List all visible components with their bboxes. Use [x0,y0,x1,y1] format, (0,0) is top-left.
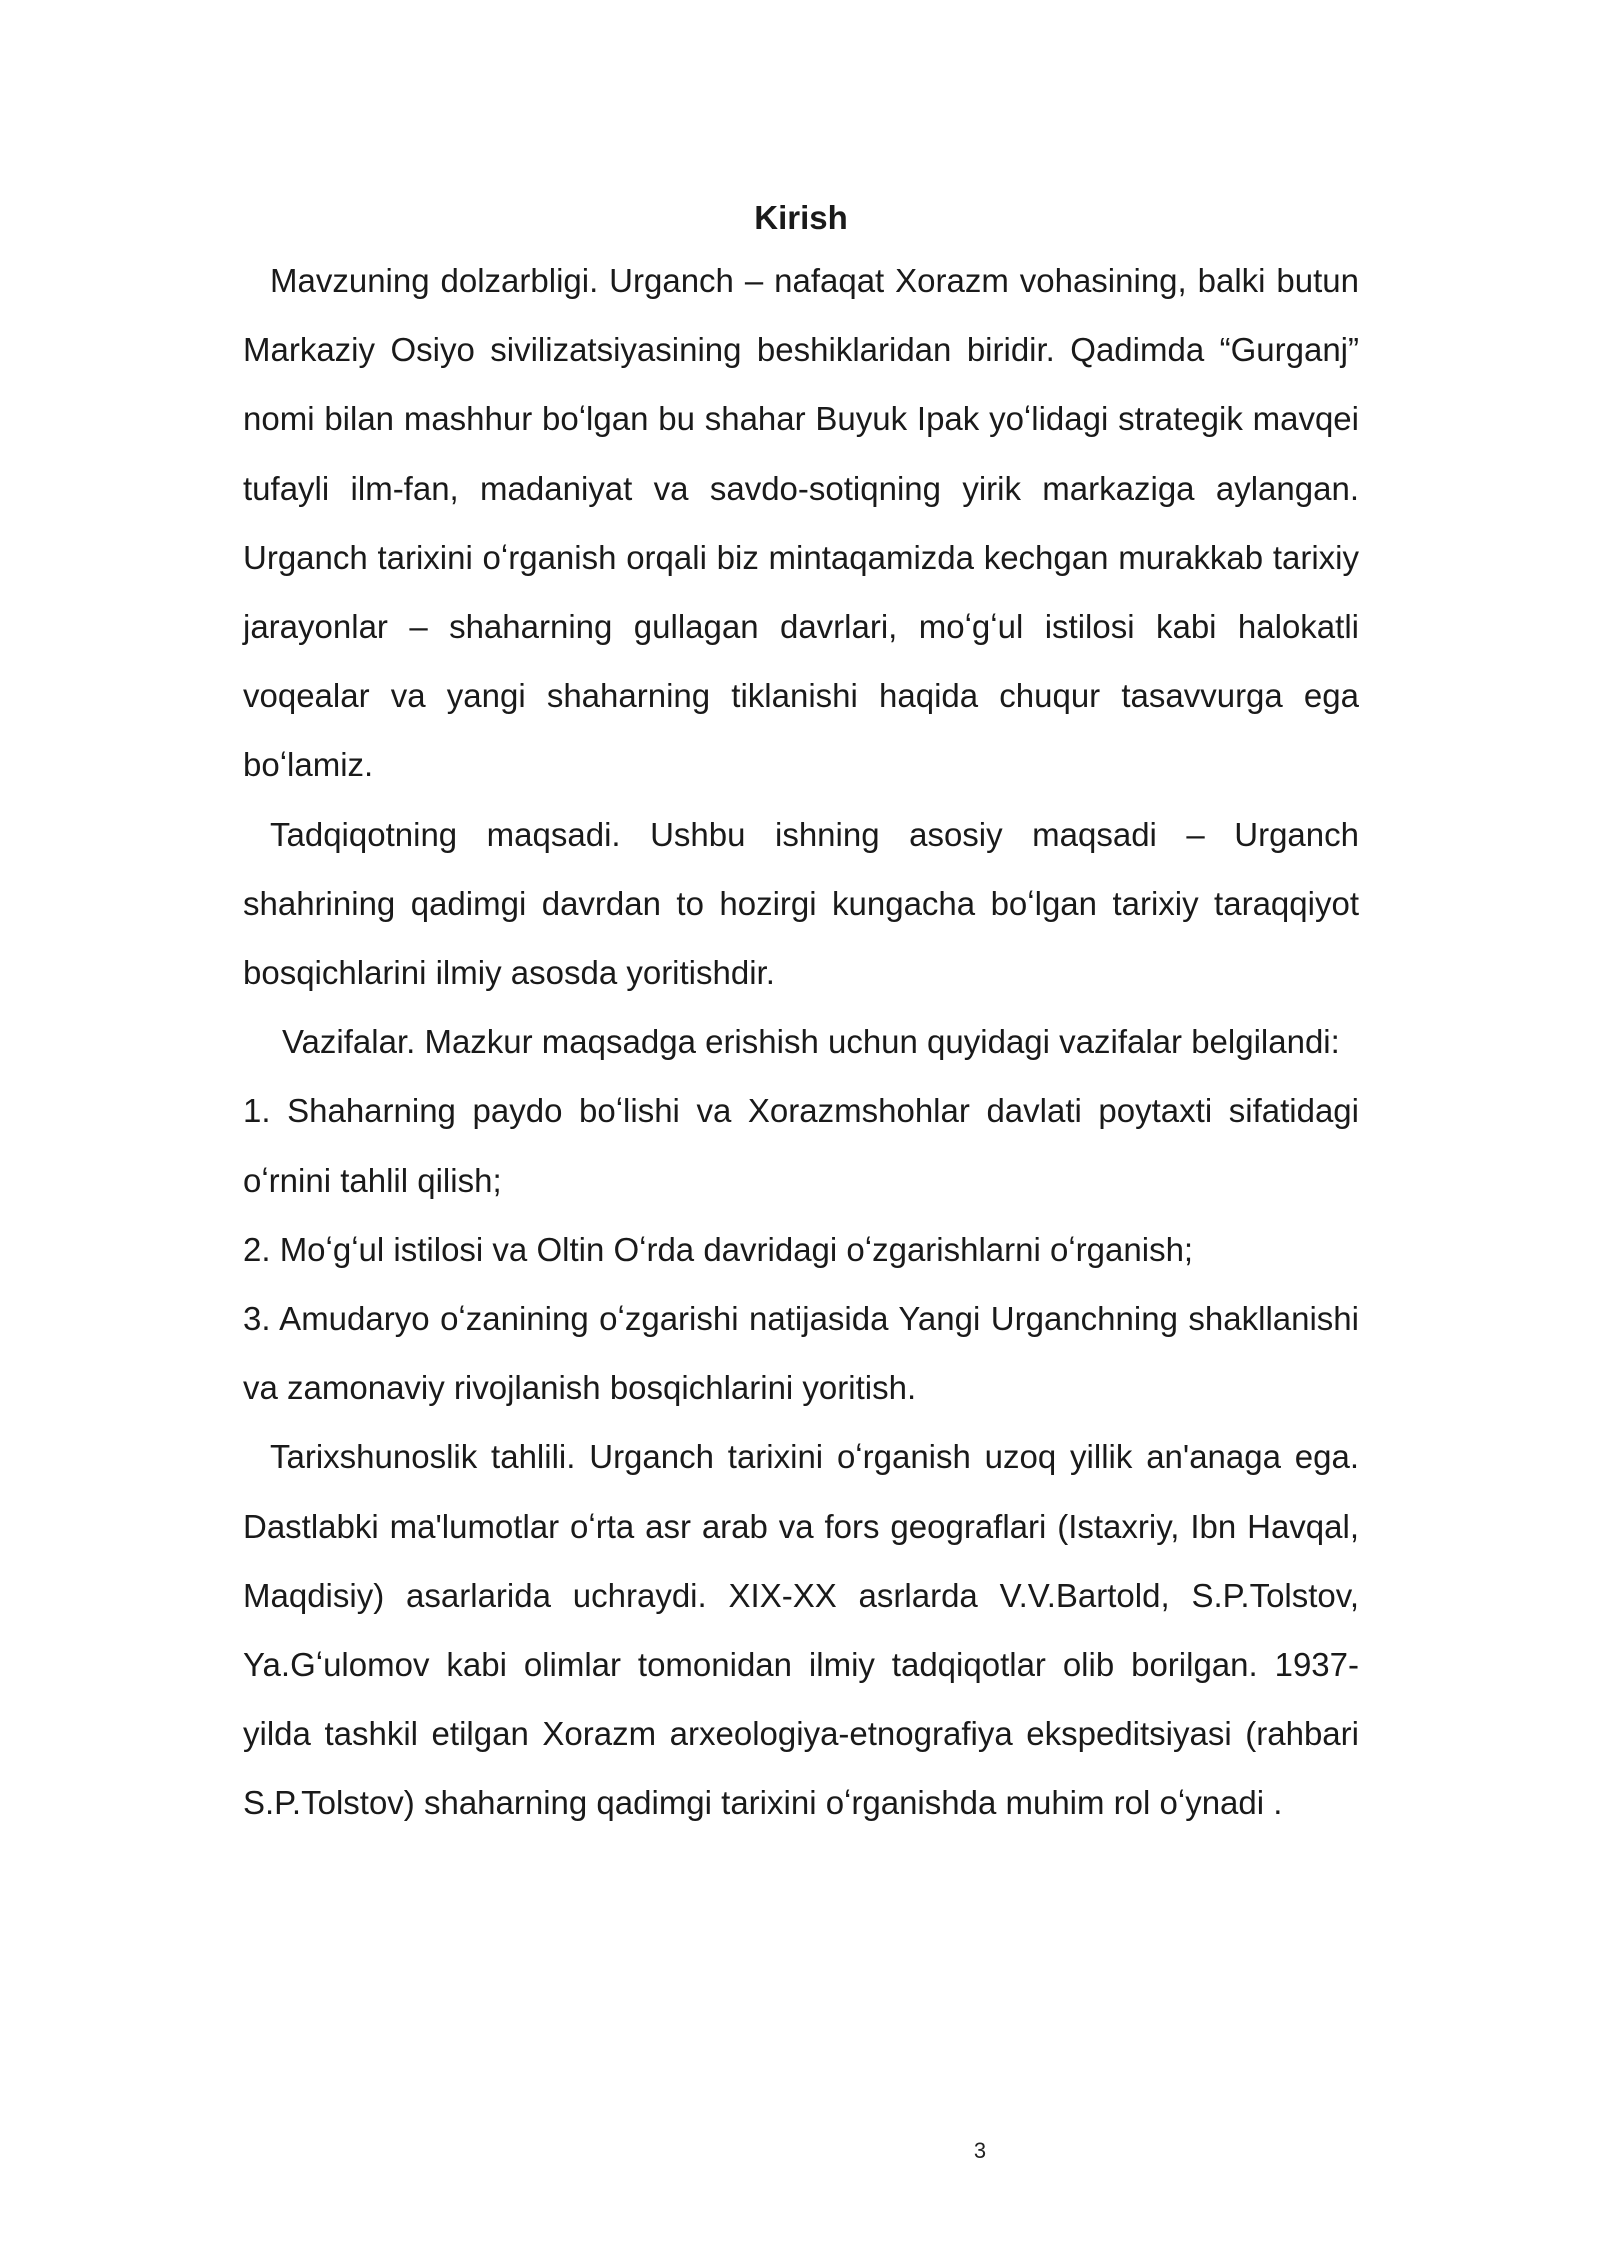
paragraph-relevance: Mavzuning dolzarbligi. Urganch – nafaqat Xorazm vohasining, balki butun Markaziy Osiyo sivilizatsiyasining beshiklaridan biridir. Qadimda “Gurganj” nomi bilan mashhur boʻlgan bu shahar Buyuk Ipak yoʻlidagi strategik mavqei tufayli ilm-fan, madaniyat va savdo-sotiqning yirik markaziga aylangan. Urganch tarixini oʻrganish orqali biz mintaqamizda kechgan murakkab tarixiy jarayonlar – shaharning gullagan davrlari, moʻgʻul istilosi kabi halokatli voqealar va yangi shaharning tiklanishi haqida chuqur tasavvurga ega boʻlamiz. [243,262,1359,784]
paragraph-tasks: Vazifalar. Mazkur maqsadga erishish uchun quyidagi vazifalar belgilandi: [282,1023,1340,1061]
section-title: Kirish [754,199,848,236]
paragraph-goal: Tadqiqotning maqsadi. Ushbu ishning asosiy maqsadi – Urganch shahrining qadimgi davrdan to hozirgi kungacha boʻlgan tarixiy taraqqiyot bosqichlarini ilmiy asosda yoritishdir. [243,815,1359,992]
page-content [243,190,1359,1838]
list-item-task-1: 1. Shaharning paydo boʻlishi va Xorazmshohlar davlati poytaxti sifatidagi oʻrnini tahlil qilish; [243,1092,1359,1199]
list-item-task-2: 2. Moʻgʻul istilosi va Oltin Oʻrda davridagi oʻzgarishlarni oʻrganish; [243,1230,1194,1268]
page-number: 3 [973,2138,987,2163]
paragraph-historiography: Tarixshunoslik tahlili. Urganch tarixini oʻrganish uzoq yillik an'anaga ega. Dastlabki ma'lumotlar oʻrta asr arab va fors geograflari (Istaxriy, Ibn Havqal, Maqdisiy) asarlarida uchraydi. XIX-XX asrlarda V.V.Bartold, S.P.Tolstov, Ya.Gʻulomov kabi olimlar tomonidan ilmiy tadqiqotlar olib borilgan. 1937-yilda tashkil etilgan Xorazm arxeologiya-etnografiya ekspeditsiyasi (rahbari S.P.Tolstov) shaharning qadimgi tarixini oʻrganishda muhim rol oʻynadi . [243,1438,1359,1822]
list-item-task-3: 3. Amudaryo oʻzanining oʻzgarishi natijasida Yangi Urganchning shakllanishi va zamonaviy rivojlanish bosqichlarini yoritish. [243,1300,1359,1407]
